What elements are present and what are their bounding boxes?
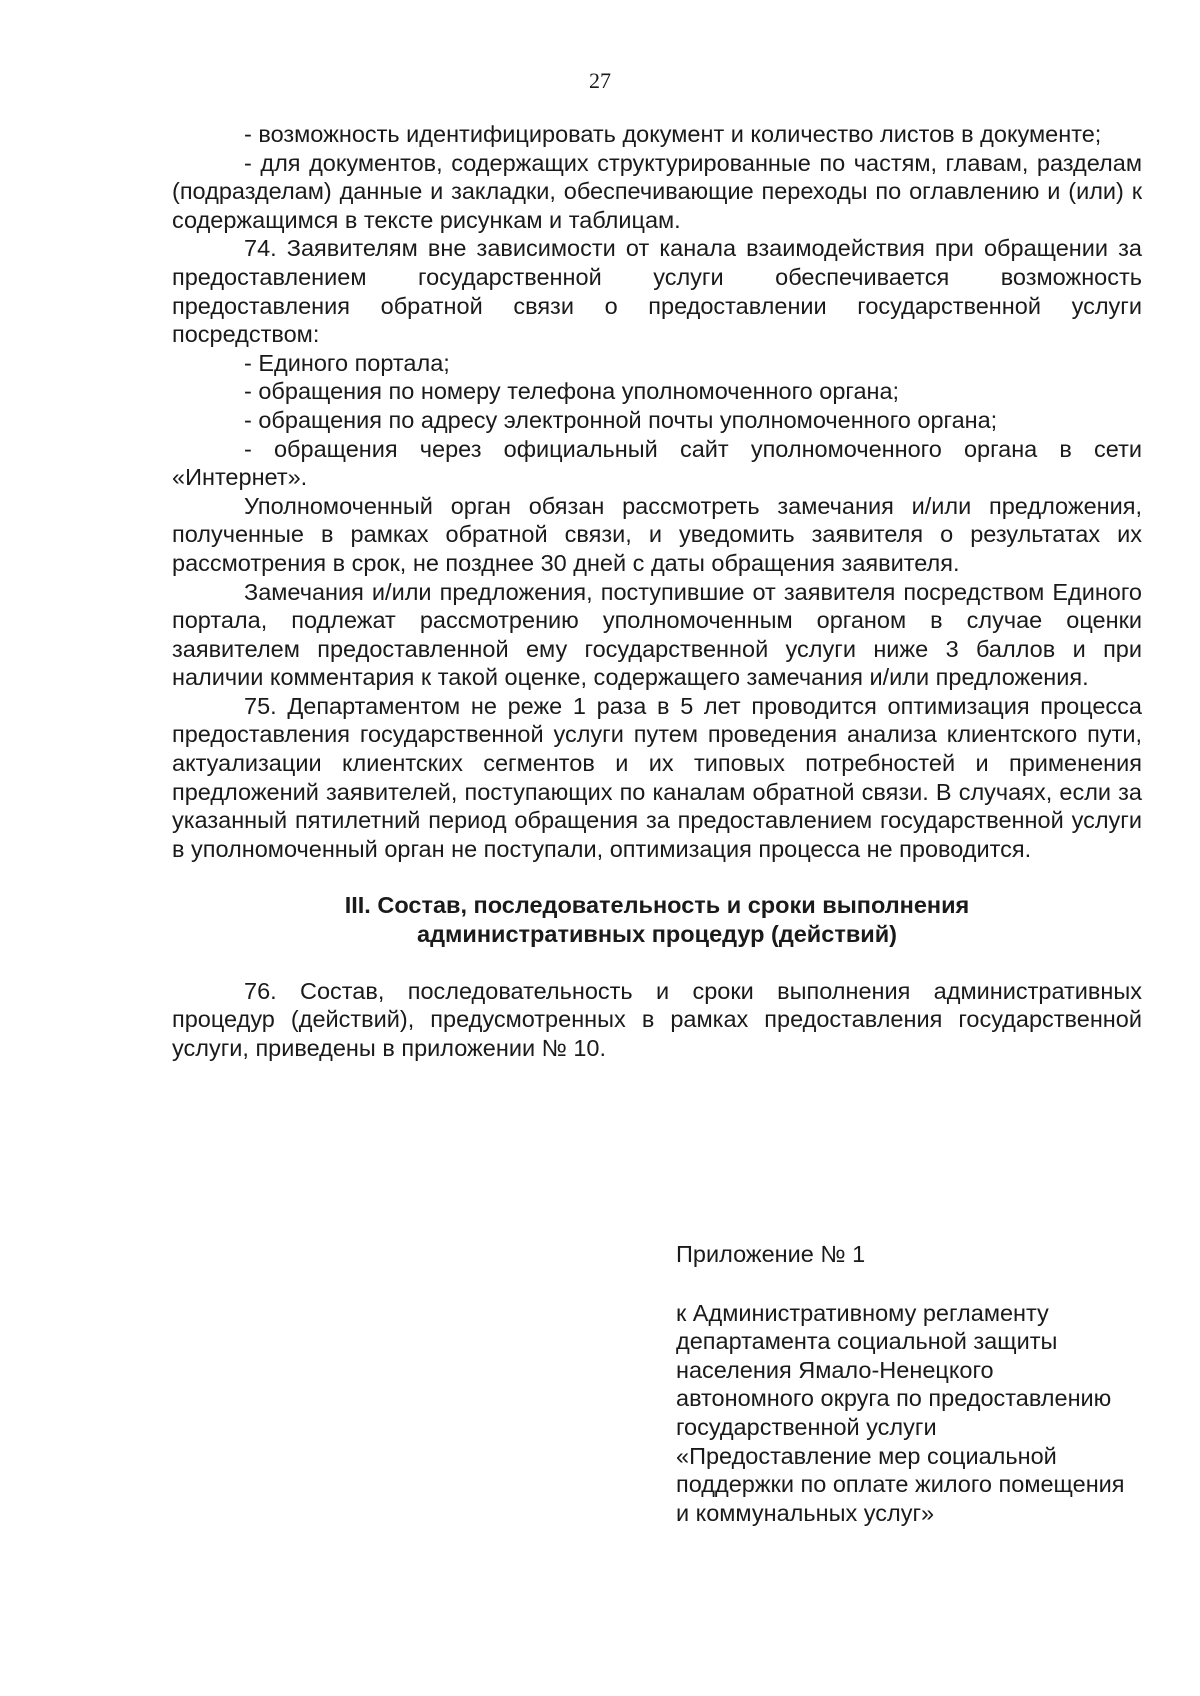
page-number: 27	[589, 68, 611, 93]
paragraph-structured-documents: - для документов, содержащих структурированные по частям, главам, разделам (подразделам) данные и закладки, обеспечивающие переходы по оглавлению и (или) к содержащимся в тексте рисункам и таблицам.	[172, 149, 1142, 233]
list-item-portal: - Единого портала;	[244, 349, 450, 376]
document-body	[172, 120, 1142, 1062]
paragraph-75: 75. Департаментом не реже 1 раза в 5 лет проводится оптимизация процесса предоставления государственной услуги путем проведения анализа клиентского пути, актуализации клиентских сегментов и их типовых потребностей и применения предложений заявителей, поступающих по каналам обратной связи. В случаях, если за указанный пятилетний период обращения за предоставлением государственной услуги в уполномоченный орган не поступали, оптимизация процесса не проводится.	[172, 692, 1142, 862]
paragraph-identify-document: - возможность идентифицировать документ и количество листов в документе;	[244, 121, 1102, 147]
section-title-line-2: административных процедур (действий)	[417, 921, 897, 948]
list-item-website: - обращения через официальный сайт уполномоченного органа в сети «Интернет».	[172, 435, 1142, 491]
appendix-body: к Административному регламенту департамента социальной защиты населения Ямало-Ненецкого автономного округа по предоставлению государственной услуги «Предоставление мер социальной поддержки по оплате жилого помещения и коммунальных услуг»	[676, 1299, 1125, 1526]
section-title-line-1: III. Состав, последовательность и сроки выполнения	[344, 892, 970, 919]
paragraph-74: 74. Заявителям вне зависимости от канала взаимодействия при обращении за предоставлением государственной услуги обеспечивается возможность предоставления обратной связи о предоставлении государственной услуги посредством:	[172, 235, 1142, 348]
appendix-title: Приложение № 1	[676, 1241, 866, 1267]
paragraph-authority-obligation: Уполномоченный орган обязан рассмотреть замечания и/или предложения, полученные в рамках обратной связи, и уведомить заявителя о результатах их рассмотрения в срок, не позднее 30 дней с даты обращения заявителя.	[172, 492, 1142, 576]
list-item-email: - обращения по адресу электронной почты уполномоченного органа;	[244, 406, 998, 433]
appendix-block	[676, 1240, 1136, 1527]
paragraph-76: 76. Состав, последовательность и сроки выполнения административных процедур (действий), предусмотренных в рамках предоставления государственной услуги, приведены в приложении № 10.	[172, 977, 1142, 1061]
paragraph-remarks-portal: Замечания и/или предложения, поступившие от заявителя посредством Единого портала, подлежат рассмотрению уполномоченным органом в случае оценки заявителем предоставленной ему государственной услуги ниже 3 баллов и при наличии комментария к такой оценке, содержащего замечания и/или предложения.	[172, 578, 1142, 691]
section-title	[172, 891, 1142, 948]
list-item-phone: - обращения по номеру телефона уполномоченного органа;	[244, 378, 900, 405]
